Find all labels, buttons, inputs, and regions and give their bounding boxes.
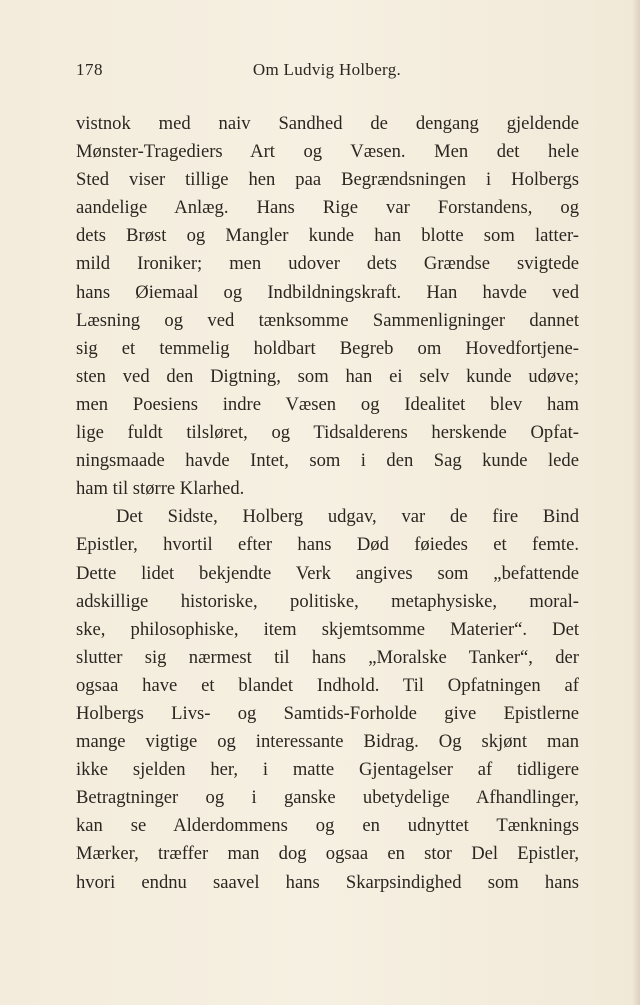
text-line: hvori endnu saavel hans Skarpsindighed som hans [76, 871, 579, 893]
text-line: Læsning og ved tænksomme Sammenligninger dannet [76, 309, 579, 331]
text-line: mild Ironiker; men udover dets Grændse svigtede [76, 253, 579, 275]
text-line: vistnok med naiv Sandhed de dengang gjeldende [76, 113, 579, 134]
text-line: mange vigtige og interessante Bidrag. Og skjønt man [76, 731, 579, 753]
text-line: sten ved den Digtning, som han ei selv kunde udøve; [76, 365, 579, 387]
text-line: Epistler, hvortil efter hans Død føiedes et femte. [76, 534, 579, 556]
text-line: adskillige historiske, politiske, metaphysiske, moral- [76, 590, 579, 612]
page-header [76, 56, 578, 88]
text-line: Holbergs Livs- og Samtids-Forholde give Epistlerne [76, 702, 579, 724]
text-line: Betragtninger og i ganske ubetydelige Afhandlinger, [76, 787, 579, 809]
text-line: ske, philosophiske, item skjemtsomme Materier“. Det [76, 618, 579, 640]
text-line: slutter sig nærmest til hans „Moralske Tanker“, der [76, 646, 579, 668]
text-line: Mønster-Tragediers Art og Væsen. Men det hele [76, 141, 579, 163]
paragraph-last-line: ham til større Klarhed. [76, 478, 245, 500]
text-line: Sted viser tillige hen paa Begrændsningen i Holbergs [76, 169, 579, 191]
text-line: sig et temmelig holdbart Begreb om Hovedfortjene- [76, 337, 579, 359]
text-line: ikke sjelden her, i matte Gjentagelser af tidligere [76, 759, 579, 781]
text-line: Dette lidet bekjendte Verk angives som „befattende [76, 562, 579, 584]
page-edge-shadow [632, 0, 640, 1005]
text-line: men Poesiens indre Væsen og Idealitet blev ham [76, 393, 579, 415]
paragraph-first-line: Det Sidste, Holberg udgav, var de fire Bind [116, 506, 579, 528]
text-line: hans Øiemaal og Indbildningskraft. Han havde ved [76, 281, 579, 303]
text-line: ningsmaade havde Intet, som i den Sag kunde lede [76, 450, 579, 472]
text-line: aandelige Anlæg. Hans Rige var Forstandens, og [76, 197, 579, 219]
page-number: 178 [76, 60, 103, 79]
text-line: Mærker, træffer man dog ogsaa en stor Del Epistler, [76, 843, 579, 865]
text-line: kan se Alderdommens og en udnyttet Tænknings [76, 815, 579, 837]
body-text [76, 110, 579, 897]
text-line: lige fuldt tilsløret, og Tidsalderens herskende Opfat- [76, 422, 579, 444]
running-title: Om Ludvig Holberg. [252, 60, 402, 79]
text-line: dets Brøst og Mangler kunde han blotte som latter- [76, 225, 579, 247]
text-line: ogsaa have et blandet Indhold. Til Opfatningen af [76, 674, 579, 696]
